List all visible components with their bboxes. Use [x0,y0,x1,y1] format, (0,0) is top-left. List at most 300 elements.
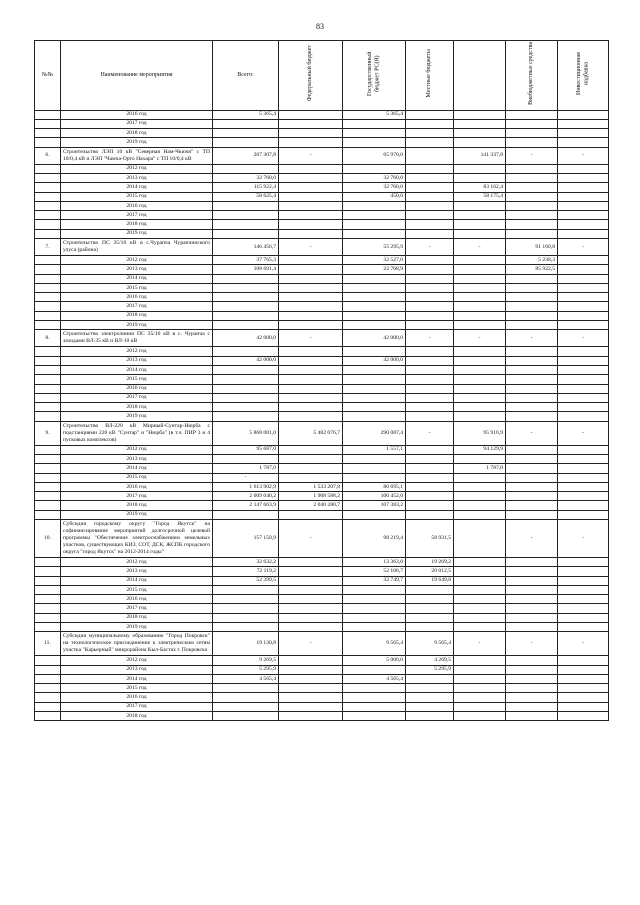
year-label-cell: 2012 год [61,347,213,356]
year-label-cell: 2014 год [61,365,213,374]
investment-cell: - [558,239,609,256]
year-label-cell: 2014 год [61,274,213,283]
year-row [35,656,609,665]
year-row [35,595,609,604]
investment-cell [558,482,609,491]
investment-cell [558,412,609,421]
blank-cell [454,454,506,463]
year-label-cell: 2018 год [61,129,213,138]
blank-cell [454,482,506,491]
local-cell [406,211,454,220]
total-cell [213,604,279,613]
item-number-cell [35,623,61,632]
state-cell [343,464,406,473]
federal-cell: 1 533 207,8 [279,482,343,491]
offbudget-cell [506,110,558,119]
year-row [35,321,609,330]
year-label-cell: 2015 год [61,192,213,201]
offbudget-cell [506,356,558,365]
year-row [35,454,609,463]
federal-cell: 2 040 280,7 [279,501,343,510]
year-label-cell: 2015 год [61,684,213,693]
offbudget-cell [506,220,558,229]
total-cell: 32 760,0 [213,173,279,182]
year-label-cell: 2015 год [61,473,213,482]
header-investment-label: Инвестиционная надбавка [575,52,589,95]
header-local-label: Местные бюджеты [425,49,432,98]
local-cell [406,229,454,238]
state-cell [343,473,406,482]
investment-cell [558,220,609,229]
item-number-cell [35,674,61,683]
total-cell: 5 868 081,0 [213,421,279,445]
offbudget-cell [506,595,558,604]
offbudget-cell [506,192,558,201]
blank-cell [454,473,506,482]
federal-cell [279,375,343,384]
year-row [35,138,609,147]
year-row [35,482,609,491]
local-cell [406,702,454,711]
total-cell [213,311,279,320]
state-cell [343,702,406,711]
investment-cell [558,138,609,147]
year-label-cell: 2019 год [61,510,213,519]
local-cell [406,274,454,283]
year-row [35,702,609,711]
blank-cell [454,674,506,683]
local-cell [406,201,454,210]
federal-cell [279,129,343,138]
blank-cell [454,557,506,566]
item-number-cell [35,164,61,173]
state-cell [343,454,406,463]
offbudget-cell [506,173,558,182]
total-cell [213,119,279,128]
year-label-cell: 2019 год [61,623,213,632]
offbudget-cell [506,138,558,147]
table-header-row [35,41,609,111]
offbudget-cell: 91 160,8 [506,239,558,256]
local-cell [406,192,454,201]
item-number-cell [35,129,61,138]
offbudget-cell [506,129,558,138]
offbudget-cell [506,604,558,613]
blank-cell [454,585,506,594]
investment-cell [558,110,609,119]
state-cell [343,311,406,320]
item-number-cell [35,557,61,566]
offbudget-cell [506,393,558,402]
investment-cell [558,311,609,320]
federal-cell [279,283,343,292]
state-cell [343,613,406,622]
blank-cell [454,265,506,274]
local-cell: 5 295,9 [406,665,454,674]
local-cell [406,693,454,702]
investment-cell [558,347,609,356]
total-cell [213,384,279,393]
total-cell [213,702,279,711]
state-cell: 55 295,9 [343,239,406,256]
year-label-cell: 2015 год [61,585,213,594]
year-row [35,211,609,220]
local-cell [406,384,454,393]
total-cell: - [213,473,279,482]
local-cell [406,164,454,173]
blank-cell [454,229,506,238]
state-cell [343,119,406,128]
investment-cell [558,192,609,201]
federal-cell [279,293,343,302]
year-row [35,557,609,566]
total-cell: 5 295,9 [213,665,279,674]
item-number-cell [35,256,61,265]
federal-cell: - [279,147,343,164]
offbudget-cell [506,201,558,210]
year-label-cell: 2016 год [61,693,213,702]
federal-cell: - [279,239,343,256]
year-label-cell: 2012 год [61,256,213,265]
year-row [35,302,609,311]
federal-cell [279,110,343,119]
federal-cell [279,211,343,220]
item-number-cell [35,684,61,693]
year-label-cell: 2013 год [61,265,213,274]
local-cell [406,110,454,119]
federal-cell [279,302,343,311]
investment-cell [558,684,609,693]
year-row [35,164,609,173]
state-cell [343,283,406,292]
year-label-cell: 2019 год [61,321,213,330]
year-label-cell: 2015 год [61,283,213,292]
state-cell [343,302,406,311]
year-label-cell: 2017 год [61,702,213,711]
local-cell [406,595,454,604]
blank-cell [454,501,506,510]
local-cell [406,403,454,412]
investment-cell [558,464,609,473]
offbudget-cell [506,684,558,693]
blank-cell [454,604,506,613]
total-cell: 4 565,4 [213,674,279,683]
total-cell: 108 691,4 [213,265,279,274]
year-row [35,464,609,473]
year-label-cell: 2016 год [61,595,213,604]
year-label-cell: 2018 год [61,613,213,622]
federal-cell [279,557,343,566]
item-number-cell [35,492,61,501]
offbudget-cell [506,613,558,622]
year-row [35,274,609,283]
blank-cell [454,567,506,576]
offbudget-cell: - [506,520,558,558]
year-label-cell: 2018 год [61,220,213,229]
blank-cell: 1 787,0 [454,464,506,473]
year-row [35,183,609,192]
total-cell: 115 922,4 [213,183,279,192]
item-name-cell: Строительство ВЛ-220 кВ Мирный-Сунтар-Нюрба с подстанциями 220 кВ "Сунтар" и "Нюрба" (в т.ч. ПИР 3 и 4 пусковых комплексов) [61,421,213,445]
state-cell: 32 527,0 [343,256,406,265]
program-funding-table [34,40,609,721]
item-name-cell: Строительство ЛЭП 10 кВ "Северная Нам-Чкючя" с ТП 10/0,4 кВ и ЛЭП "Чамча-Орто Нахара" с ТП 10/0,4 кВ [61,147,213,164]
state-cell: 52 106,7 [343,567,406,576]
year-label-cell: 2018 год [61,501,213,510]
year-row [35,347,609,356]
blank-cell [454,712,506,721]
header-offbudget-label: Внебюджетные средства [527,42,534,105]
offbudget-cell [506,211,558,220]
state-cell: 32 749,7 [343,576,406,585]
year-row [35,665,609,674]
state-cell [343,375,406,384]
offbudget-cell [506,229,558,238]
blank-cell [454,623,506,632]
header-state-label: Государственный бюджет РС(Я) [366,51,380,96]
offbudget-cell [506,464,558,473]
total-cell [213,454,279,463]
investment-cell [558,183,609,192]
federal-cell [279,613,343,622]
year-label-cell: 2018 год [61,403,213,412]
state-cell: 450,0 [343,192,406,201]
total-cell [213,693,279,702]
year-row [35,412,609,421]
total-cell [213,302,279,311]
federal-cell [279,693,343,702]
blank-cell [454,393,506,402]
item-number-cell [35,347,61,356]
blank-cell [454,129,506,138]
total-cell: 42 000,0 [213,330,279,347]
offbudget-cell [506,293,558,302]
item-number-cell [35,585,61,594]
state-cell: 4 565,4 [343,674,406,683]
year-label-cell: 2015 год [61,375,213,384]
investment-cell [558,129,609,138]
federal-cell [279,365,343,374]
header-offbudget [506,41,558,111]
blank-cell: 141 337,8 [454,147,506,164]
federal-cell [279,119,343,128]
federal-cell: - [279,632,343,656]
state-cell: 290 087,4 [343,421,406,445]
investment-cell [558,265,609,274]
offbudget-cell: 5 238,3 [506,256,558,265]
item-number-cell: 10. [35,520,61,558]
state-cell [343,211,406,220]
state-cell [343,585,406,594]
offbudget-cell [506,510,558,519]
state-cell [343,365,406,374]
federal-cell [279,274,343,283]
federal-cell [279,656,343,665]
federal-cell: 5 482 076,7 [279,421,343,445]
investment-cell [558,173,609,182]
item-number-cell [35,365,61,374]
offbudget-cell: - [506,330,558,347]
blank-cell [454,520,506,558]
year-row [35,604,609,613]
year-row [35,684,609,693]
year-label-cell: 2014 год [61,674,213,683]
investment-cell [558,256,609,265]
investment-cell [558,321,609,330]
item-number-cell [35,321,61,330]
offbudget-cell [506,557,558,566]
item-number-cell [35,445,61,454]
local-cell [406,393,454,402]
state-cell [343,604,406,613]
federal-cell [279,674,343,683]
year-row [35,623,609,632]
state-cell [343,274,406,283]
total-cell: 32 632,2 [213,557,279,566]
total-cell: 1 613 902,9 [213,482,279,491]
blank-cell [454,347,506,356]
state-cell: 42 000,0 [343,356,406,365]
header-total: Всего: [213,41,279,111]
year-row [35,384,609,393]
total-cell [213,283,279,292]
local-cell [406,482,454,491]
offbudget-cell [506,623,558,632]
item-number-cell [35,110,61,119]
program-item-row [35,147,609,164]
item-name-cell: Строительство ПС 35/10 кВ в с.Чурапча Чурапчинского улуса (района) [61,239,213,256]
year-row [35,119,609,128]
header-state [343,41,406,111]
state-cell: 9 565,4 [343,632,406,656]
total-cell [213,585,279,594]
year-label-cell: 2019 год [61,412,213,421]
blank-cell [454,684,506,693]
local-cell [406,147,454,164]
item-number-cell [35,119,61,128]
header-blank [454,41,506,111]
header-local [406,41,454,111]
total-cell [213,164,279,173]
local-cell [406,684,454,693]
year-label-cell: 2014 год [61,464,213,473]
year-label-cell: 2016 год [61,293,213,302]
federal-cell [279,403,343,412]
local-cell [406,220,454,229]
offbudget-cell [506,482,558,491]
total-cell: 157 150,9 [213,520,279,558]
item-number-cell [35,482,61,491]
year-label-cell: 2017 год [61,119,213,128]
item-number-cell [35,702,61,711]
total-cell: 9 269,5 [213,656,279,665]
state-cell: 13 363,0 [343,557,406,566]
blank-cell [454,403,506,412]
federal-cell [279,567,343,576]
year-label-cell: 2012 год [61,656,213,665]
year-label-cell: 2013 год [61,356,213,365]
federal-cell [279,311,343,320]
investment-cell [558,576,609,585]
local-cell [406,712,454,721]
local-cell [406,501,454,510]
year-label-cell: 2017 год [61,492,213,501]
federal-cell [279,183,343,192]
year-label-cell: 2018 год [61,311,213,320]
blank-cell [454,702,506,711]
year-label-cell: 2019 год [61,138,213,147]
investment-cell [558,283,609,292]
offbudget-cell: - [506,147,558,164]
local-cell [406,412,454,421]
item-number-cell [35,403,61,412]
state-cell [343,595,406,604]
offbudget-cell [506,473,558,482]
item-number-cell [35,613,61,622]
federal-cell [279,665,343,674]
header-federal-label: Федеральный бюджет [306,45,313,102]
program-item-row [35,421,609,445]
federal-cell [279,702,343,711]
federal-cell [279,164,343,173]
total-cell [213,510,279,519]
year-row [35,265,609,274]
local-cell [406,119,454,128]
total-cell: 2 009 040,2 [213,492,279,501]
total-cell: 19 130,8 [213,632,279,656]
federal-cell [279,265,343,274]
state-cell: 5 365,4 [343,110,406,119]
item-number-cell: 9. [35,421,61,445]
year-label-cell: 2014 год [61,183,213,192]
year-label-cell: 2016 год [61,110,213,119]
investment-cell: - [558,330,609,347]
state-cell: 80 695,1 [343,482,406,491]
investment-cell [558,229,609,238]
item-number-cell [35,211,61,220]
state-cell: 32 760,0 [343,183,406,192]
offbudget-cell: - [506,632,558,656]
offbudget-cell [506,712,558,721]
item-number-cell [35,473,61,482]
investment-cell [558,393,609,402]
local-cell [406,623,454,632]
offbudget-cell [506,693,558,702]
year-label-cell: 2013 год [61,454,213,463]
state-cell [343,712,406,721]
blank-cell: - [454,330,506,347]
local-cell [406,473,454,482]
local-cell [406,129,454,138]
item-number-cell: 11. [35,632,61,656]
investment-cell [558,501,609,510]
total-cell [213,211,279,220]
total-cell: 207 307,8 [213,147,279,164]
item-number-cell [35,283,61,292]
local-cell [406,138,454,147]
state-cell [343,384,406,393]
item-number-cell [35,595,61,604]
blank-cell [454,321,506,330]
blank-cell [454,613,506,622]
item-number-cell [35,384,61,393]
offbudget-cell [506,375,558,384]
year-row [35,311,609,320]
total-cell [213,393,279,402]
item-number-cell [35,393,61,402]
investment-cell [558,473,609,482]
blank-cell: - [454,632,506,656]
